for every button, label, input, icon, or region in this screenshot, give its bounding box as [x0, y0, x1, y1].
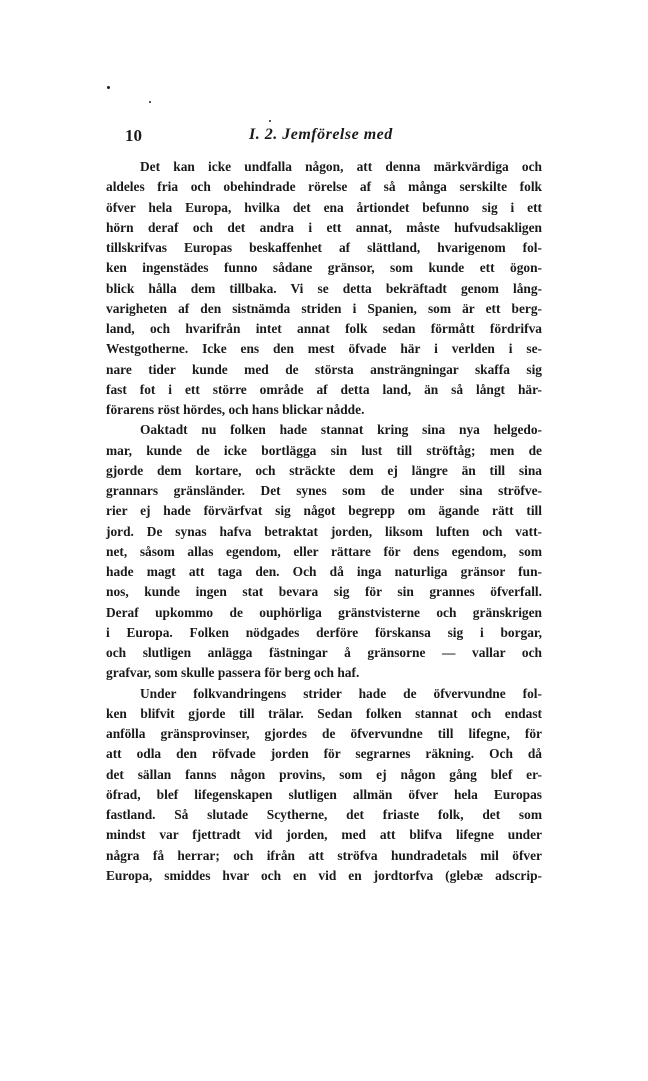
text-line: nare tider kunde med de största ansträngningar skaffa sig: [106, 361, 542, 377]
text-line: grafvar, som skulle passera för berg och haf.: [106, 665, 360, 681]
page-number: 10: [125, 126, 142, 145]
text-line: Under folkvandringens strider hade de öfvervundne fol-: [140, 685, 542, 701]
text-line: fastland. Så slutade Scytherne, det friaste folk, det som: [106, 807, 542, 822]
text-line: Oaktadt nu folken hade stannat kring sina nya helgedo-: [140, 422, 542, 438]
paragraph: [106, 420, 542, 683]
ink-speck: [107, 86, 110, 89]
text-line: aldeles fria och obehindrade rörelse af så många serskilte folk: [106, 179, 542, 195]
text-line: jord. De synas hafva betraktat jorden, liksom luften och vatt-: [106, 523, 542, 539]
text-line: öfrad, blef lifegenskapen slutligen allmän öfver hela Europas: [106, 786, 542, 802]
running-head: I. 2. Jemförelse med: [249, 126, 393, 143]
text-line: varigheten af den sistnämda striden i Spanien, som är ett berg-: [106, 300, 542, 316]
body-text: [106, 157, 542, 886]
text-line: några få herrar; och ifrån att ströfva hundradetals mil öfver: [106, 847, 542, 863]
text-line: land, och hvarifrån intet annat folk sedan förmått fördrifva: [106, 321, 542, 336]
text-line: hörn deraf och det andra i ett annat, måste hufvudsakligen: [106, 219, 542, 235]
text-line: ken ingenstädes funno sådane gränsor, som kunde ett ögon-: [106, 260, 542, 276]
paragraph: [106, 684, 542, 887]
text-line: Westgotherne. Icke ens den mest öfvade här i verlden i se-: [106, 341, 542, 357]
text-line: nos, kunde ingen stat bevara sig för sin grannes öfverfall.: [106, 584, 542, 600]
text-line: blick hålla dem tillbaka. Vi se detta bekräftadt genom lång-: [106, 280, 542, 296]
page-header: [125, 126, 533, 150]
text-line: Europa, smiddes hvar och en vid en jordtorfva (glebæ adscrip-: [106, 867, 542, 883]
text-line: mindst var fjettradt vid jorden, med att blifva lifegne under: [106, 827, 542, 843]
text-line: förarens röst hördes, och hans blickar nådde.: [106, 402, 365, 417]
text-line: i Europa. Folken nödgades derföre förskansa sig i borgar,: [106, 624, 542, 640]
text-line: anfölla gränsprovinser, gjordes de öfvervundne till lifegne, för: [106, 726, 542, 741]
text-line: öfver hela Europa, hvilka det ena årtiondet befunno sig i ett: [106, 199, 542, 215]
text-line: Det kan icke undfalla någon, att denna märkvärdiga och: [140, 159, 542, 174]
text-line: Deraf upkommo de ouphörliga gränstvisterne och gränskrigen: [106, 604, 542, 620]
text-line: net, såsom allas egendom, eller rättare för dens egendom, som: [106, 543, 542, 559]
text-line: hade magt att taga den. Och då inga naturliga gränsor fun-: [106, 564, 542, 579]
text-line: tillskrifvas Europas beskaffenhet af slättland, hvarigenom fol-: [106, 240, 542, 255]
ink-speck: [269, 120, 271, 122]
text-line: att odla den röfvade jorden för segrarnes räkning. Och då: [106, 746, 542, 762]
text-line: och slutligen anlägga fästningar å gränsorne — vallar och: [106, 645, 542, 660]
text-line: mar, kunde de icke bortlägga sin lust till ströftåg; men de: [106, 442, 542, 458]
text-line: gjorde dem kortare, och sträckte dem ej längre än till sina: [106, 462, 542, 478]
ink-speck: [149, 101, 151, 103]
text-line: ken blifvit gjorde till trälar. Sedan folken stannat och endast: [106, 705, 542, 721]
text-line: grannars gränsländer. Det synes som de under sina ströfve-: [106, 483, 542, 498]
paragraph: [106, 157, 542, 420]
text-line: rier ej hade förvärfvat sig något begrepp om ägande rätt till: [106, 503, 542, 519]
text-line: fast fot i ett större område af detta land, än så långt här-: [106, 381, 542, 397]
text-line: det sällan fanns någon provins, som ej någon gång blef er-: [106, 766, 542, 782]
